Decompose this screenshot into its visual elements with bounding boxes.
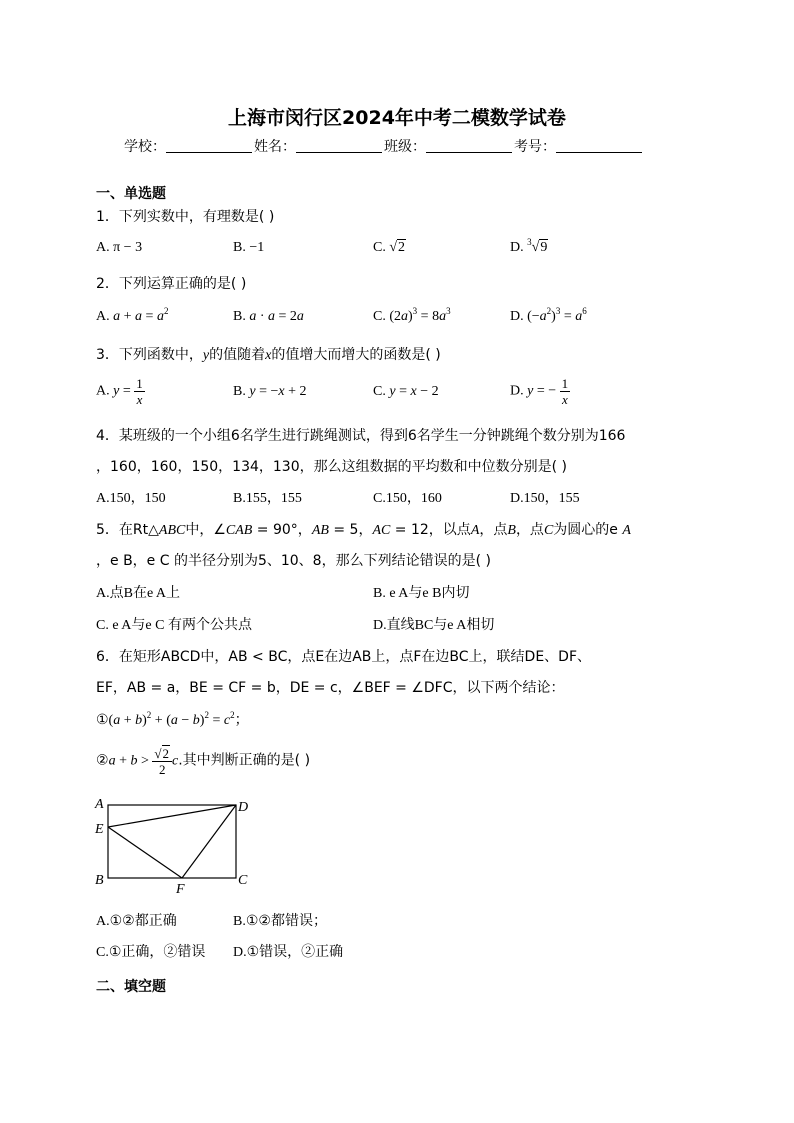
question-1-stem: 1．下列实数中，有理数是( ) <box>96 209 275 225</box>
name-blank[interactable] <box>296 137 382 153</box>
question-4-line-2: ，160，160，150，134，130，那么这组数据的平均数和中位数分别是( ) <box>96 459 567 475</box>
q5-option-c[interactable]: C. e A与e C 有两个公共点 <box>96 618 252 633</box>
q1-option-b[interactable]: B. −1 <box>233 240 265 255</box>
q6-conclusion-2: ②a + b > $\frac{√2}{2}$ c.其中判断正确的是( ) <box>96 746 311 777</box>
label-f: F <box>176 882 185 896</box>
q3-option-d[interactable]: D. y = − $\frac{1}{x}$ <box>510 376 569 407</box>
q6-option-c[interactable]: C.①正确，②错误 <box>96 945 206 960</box>
q1-option-d[interactable]: D. $^3$√9 <box>510 237 548 255</box>
question-4-line-1: 4．某班级的一个小组6名学生进行跳绳测试，得到6名学生一分钟跳绳个数分别为166 <box>96 428 626 444</box>
label-b: B <box>95 873 104 888</box>
q4-option-d[interactable]: D.150，155 <box>510 491 580 506</box>
segment-ed <box>108 805 236 827</box>
page-title: 上海市闵行区2024年中考二模数学试卷 <box>228 107 566 129</box>
school-blank[interactable] <box>166 137 252 153</box>
q5-option-a[interactable]: A.点B在e A上 <box>96 586 180 601</box>
question-5-line-1: 5．在Rt△ABC中，∠CAB = 90°，AB = 5，AC = 12，以点A，点B，点C为圆心的e A <box>96 522 631 538</box>
q5-option-d[interactable]: D.直线BC与e A相切 <box>373 618 495 633</box>
label-c: C <box>238 873 248 888</box>
question-3-stem: 3．下列函数中，y的值随着x的值增大而增大的函数是( ) <box>96 347 441 363</box>
question-6-line-2: EF，AB = a，BE = CF = b，DE = c，∠BEF = ∠DFC，以下两个结论： <box>96 680 565 696</box>
segment-df <box>182 805 236 878</box>
q3-option-a[interactable]: A. y = $\frac{1}{x}$ <box>96 376 143 407</box>
question-6-line-1: 6．在矩形ABCD中，AB < BC，点E在边AB上，点F在边BC上，联结DE、DF、 <box>96 649 592 665</box>
label-d: D <box>238 800 249 815</box>
q4-option-b[interactable]: B.155，155 <box>233 491 302 506</box>
label-a: A <box>95 797 104 812</box>
id-blank[interactable] <box>556 137 642 153</box>
q1-option-c[interactable]: C. √2 <box>373 240 406 255</box>
segment-ef <box>108 827 182 878</box>
q3-option-c[interactable]: C. y = x − 2 <box>373 384 439 399</box>
q6-option-b[interactable]: B.①②都错误； <box>233 914 327 929</box>
q1-option-a[interactable]: A. π − 3 <box>96 240 143 255</box>
rectangle-figure <box>92 794 262 896</box>
label-e: E <box>95 822 104 837</box>
school-label: 学校： <box>124 139 166 155</box>
q6-conclusion-1: ①(a + $b)^2 + (a - b)^2 = c^2$； <box>96 710 249 728</box>
name-label: 姓名： <box>254 139 296 155</box>
class-blank[interactable] <box>426 137 512 153</box>
question-2-stem: 2．下列运算正确的是( ) <box>96 276 247 292</box>
id-label: 考号： <box>514 139 556 155</box>
question-5-line-2: ，e B，e C 的半径分别为5、10、8，那么下列结论错误的是( ) <box>96 553 491 569</box>
q2-option-b[interactable]: B. a · a = 2a <box>233 309 304 324</box>
q2-option-d[interactable]: D. $(-a^2)^3 = a^6$ <box>510 306 587 324</box>
q2-option-c[interactable]: C. $(2a)^3 = 8a^3$ <box>373 306 451 324</box>
q5-option-b[interactable]: B. e A与e B内切 <box>373 586 470 601</box>
q6-option-a[interactable]: A.①②都正确 <box>96 914 177 929</box>
student-info-line <box>124 136 644 156</box>
q4-option-a[interactable]: A.150，150 <box>96 491 166 506</box>
q6-option-d[interactable]: D.①错误，②正确 <box>233 945 344 960</box>
section-fill-in: 二、填空题 <box>96 979 166 995</box>
q3-option-b[interactable]: B. y = −x + 2 <box>233 384 307 399</box>
section-single-choice: 一、单选题 <box>96 186 166 202</box>
q4-option-c[interactable]: C.150，160 <box>373 491 442 506</box>
class-label: 班级： <box>384 139 426 155</box>
q2-option-a[interactable]: A. $a + a = a^2$ <box>96 306 169 324</box>
